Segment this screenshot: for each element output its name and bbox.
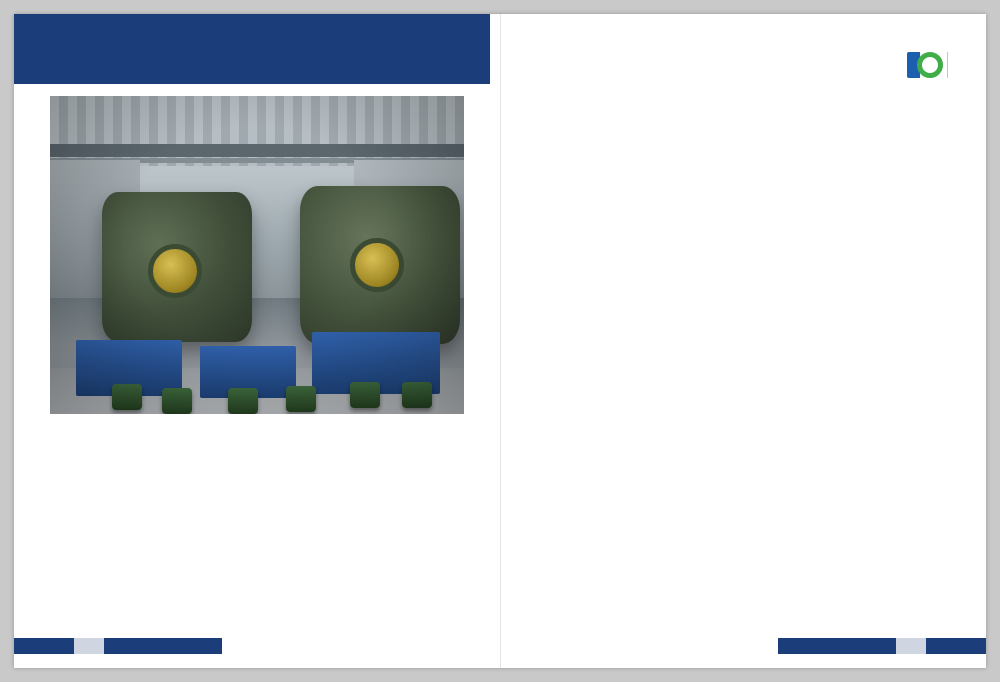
product-photo xyxy=(50,96,464,414)
page-header-banner xyxy=(14,14,500,84)
footer-bar-left xyxy=(14,638,222,654)
right-page xyxy=(500,14,986,668)
brochure-spread xyxy=(14,14,986,668)
left-page xyxy=(14,14,500,668)
company-logo xyxy=(907,50,958,80)
footer-bar-right xyxy=(778,638,986,654)
logo-divider xyxy=(947,52,948,78)
photo-vignette xyxy=(50,96,464,414)
logo-mark-icon xyxy=(907,50,937,80)
footer-tick-left xyxy=(74,638,104,654)
footer-tick-right xyxy=(896,638,926,654)
